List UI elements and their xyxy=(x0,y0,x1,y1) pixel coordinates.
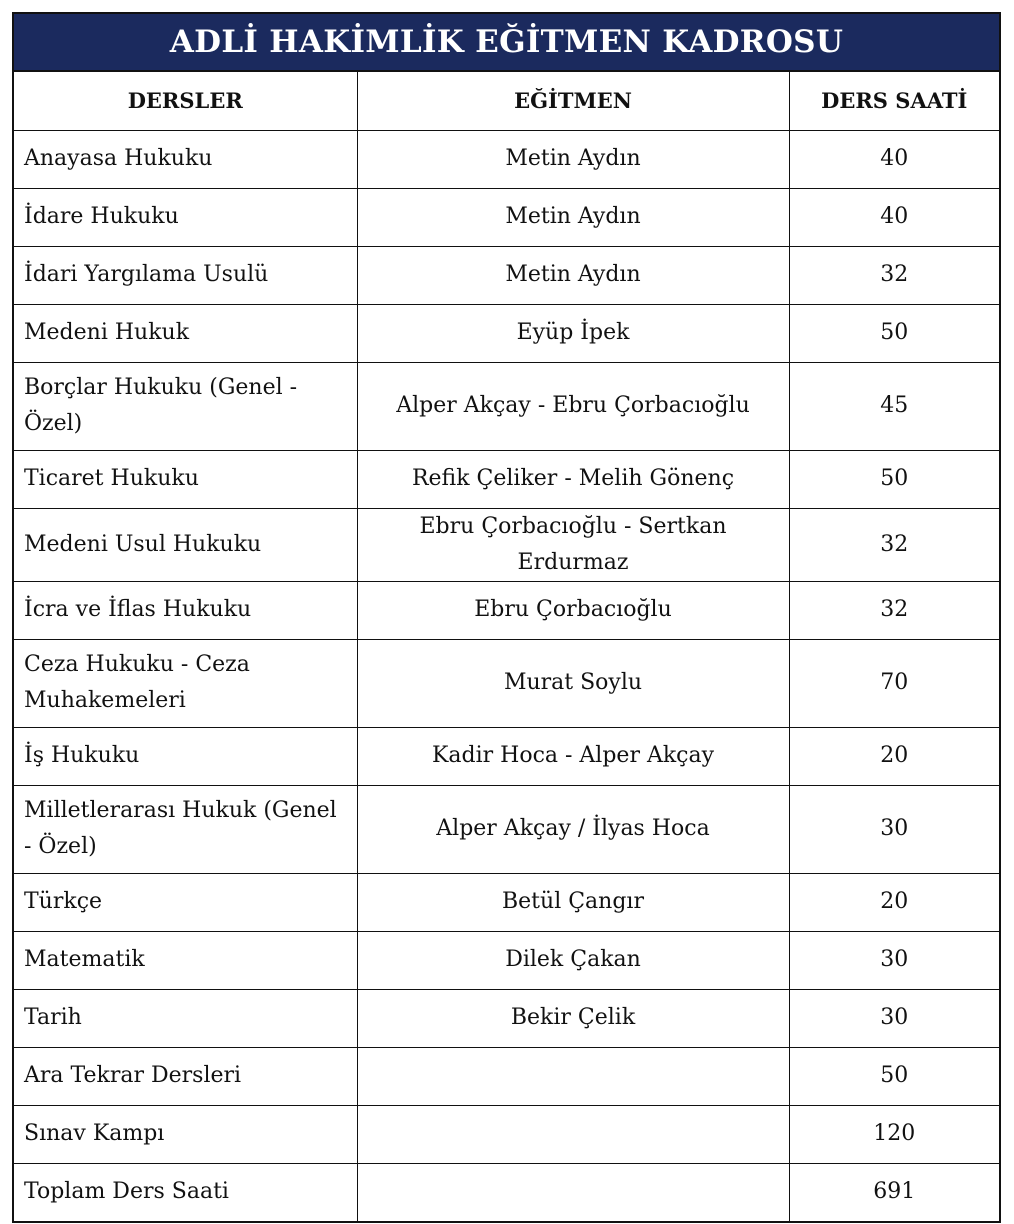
lesson-cell: İdare Hukuku xyxy=(14,188,357,246)
hours-cell: 50 xyxy=(789,450,999,508)
teacher-cell: Ebru Çorbacıoğlu - Sertkan Erdurmaz xyxy=(357,508,789,581)
hours-cell: 32 xyxy=(789,581,999,639)
teacher-cell xyxy=(357,1047,789,1105)
lesson-cell: Medeni Usul Hukuku xyxy=(14,508,357,581)
table-row xyxy=(14,304,999,362)
table-row xyxy=(14,362,999,450)
hours-cell: 50 xyxy=(789,1047,999,1105)
lesson-cell: Ceza Hukuku - Ceza Muhakemeleri xyxy=(14,639,357,727)
teacher-cell: Murat Soylu xyxy=(357,639,789,727)
lesson-cell: İdari Yargılama Usulü xyxy=(14,246,357,304)
table-row xyxy=(14,727,999,785)
lesson-cell: İş Hukuku xyxy=(14,727,357,785)
lesson-cell: İcra ve İflas Hukuku xyxy=(14,581,357,639)
table-row xyxy=(14,931,999,989)
hours-cell: 30 xyxy=(789,785,999,873)
table-row xyxy=(14,246,999,304)
teacher-cell xyxy=(357,1163,789,1221)
hours-cell: 32 xyxy=(789,246,999,304)
hours-cell: 30 xyxy=(789,989,999,1047)
teacher-cell: Bekir Çelik xyxy=(357,989,789,1047)
teacher-cell: Kadir Hoca - Alper Akçay xyxy=(357,727,789,785)
table-row xyxy=(14,639,999,727)
teacher-cell: Betül Çangır xyxy=(357,873,789,931)
hours-cell: 32 xyxy=(789,508,999,581)
hours-cell: 20 xyxy=(789,727,999,785)
hours-cell: 50 xyxy=(789,304,999,362)
lesson-cell: Milletlerarası Hukuk (Genel - Özel) xyxy=(14,785,357,873)
lesson-cell: Ticaret Hukuku xyxy=(14,450,357,508)
lesson-cell: Anayasa Hukuku xyxy=(14,130,357,188)
hours-cell: 45 xyxy=(789,362,999,450)
lesson-cell: Medeni Hukuk xyxy=(14,304,357,362)
lesson-cell: Matematik xyxy=(14,931,357,989)
hours-cell: 30 xyxy=(789,931,999,989)
table-row xyxy=(14,508,999,581)
table-row xyxy=(14,1105,999,1163)
total-row xyxy=(14,1163,999,1221)
total-hours-cell: 691 xyxy=(789,1163,999,1221)
table-row xyxy=(14,873,999,931)
column-header-teacher: EĞİTMEN xyxy=(357,72,789,130)
table-title: ADLİ HAKİMLİK EĞİTMEN KADROSU xyxy=(14,14,999,72)
table-row xyxy=(14,785,999,873)
table-row xyxy=(14,450,999,508)
instructor-table xyxy=(14,72,999,1221)
table-row xyxy=(14,989,999,1047)
teacher-cell: Eyüp İpek xyxy=(357,304,789,362)
table-row xyxy=(14,130,999,188)
column-header-hours: DERS SAATİ xyxy=(789,72,999,130)
lesson-cell: Türkçe xyxy=(14,873,357,931)
teacher-cell: Refik Çeliker - Melih Gönenç xyxy=(357,450,789,508)
instructor-table-sheet xyxy=(12,12,1001,1223)
teacher-cell: Alper Akçay - Ebru Çorbacıoğlu xyxy=(357,362,789,450)
column-header-lesson: DERSLER xyxy=(14,72,357,130)
hours-cell: 40 xyxy=(789,188,999,246)
table-row xyxy=(14,581,999,639)
lesson-cell: Borçlar Hukuku (Genel - Özel) xyxy=(14,362,357,450)
lesson-cell: Tarih xyxy=(14,989,357,1047)
table-row xyxy=(14,188,999,246)
hours-cell: 20 xyxy=(789,873,999,931)
teacher-cell: Metin Aydın xyxy=(357,246,789,304)
teacher-cell: Dilek Çakan xyxy=(357,931,789,989)
teacher-cell: Metin Aydın xyxy=(357,130,789,188)
lesson-cell: Ara Tekrar Dersleri xyxy=(14,1047,357,1105)
teacher-cell: Metin Aydın xyxy=(357,188,789,246)
teacher-cell: Alper Akçay / İlyas Hoca xyxy=(357,785,789,873)
header-row xyxy=(14,72,999,130)
teacher-cell: Ebru Çorbacıoğlu xyxy=(357,581,789,639)
total-label-cell: Toplam Ders Saati xyxy=(14,1163,357,1221)
hours-cell: 120 xyxy=(789,1105,999,1163)
hours-cell: 70 xyxy=(789,639,999,727)
lesson-cell: Sınav Kampı xyxy=(14,1105,357,1163)
hours-cell: 40 xyxy=(789,130,999,188)
teacher-cell xyxy=(357,1105,789,1163)
table-row xyxy=(14,1047,999,1105)
